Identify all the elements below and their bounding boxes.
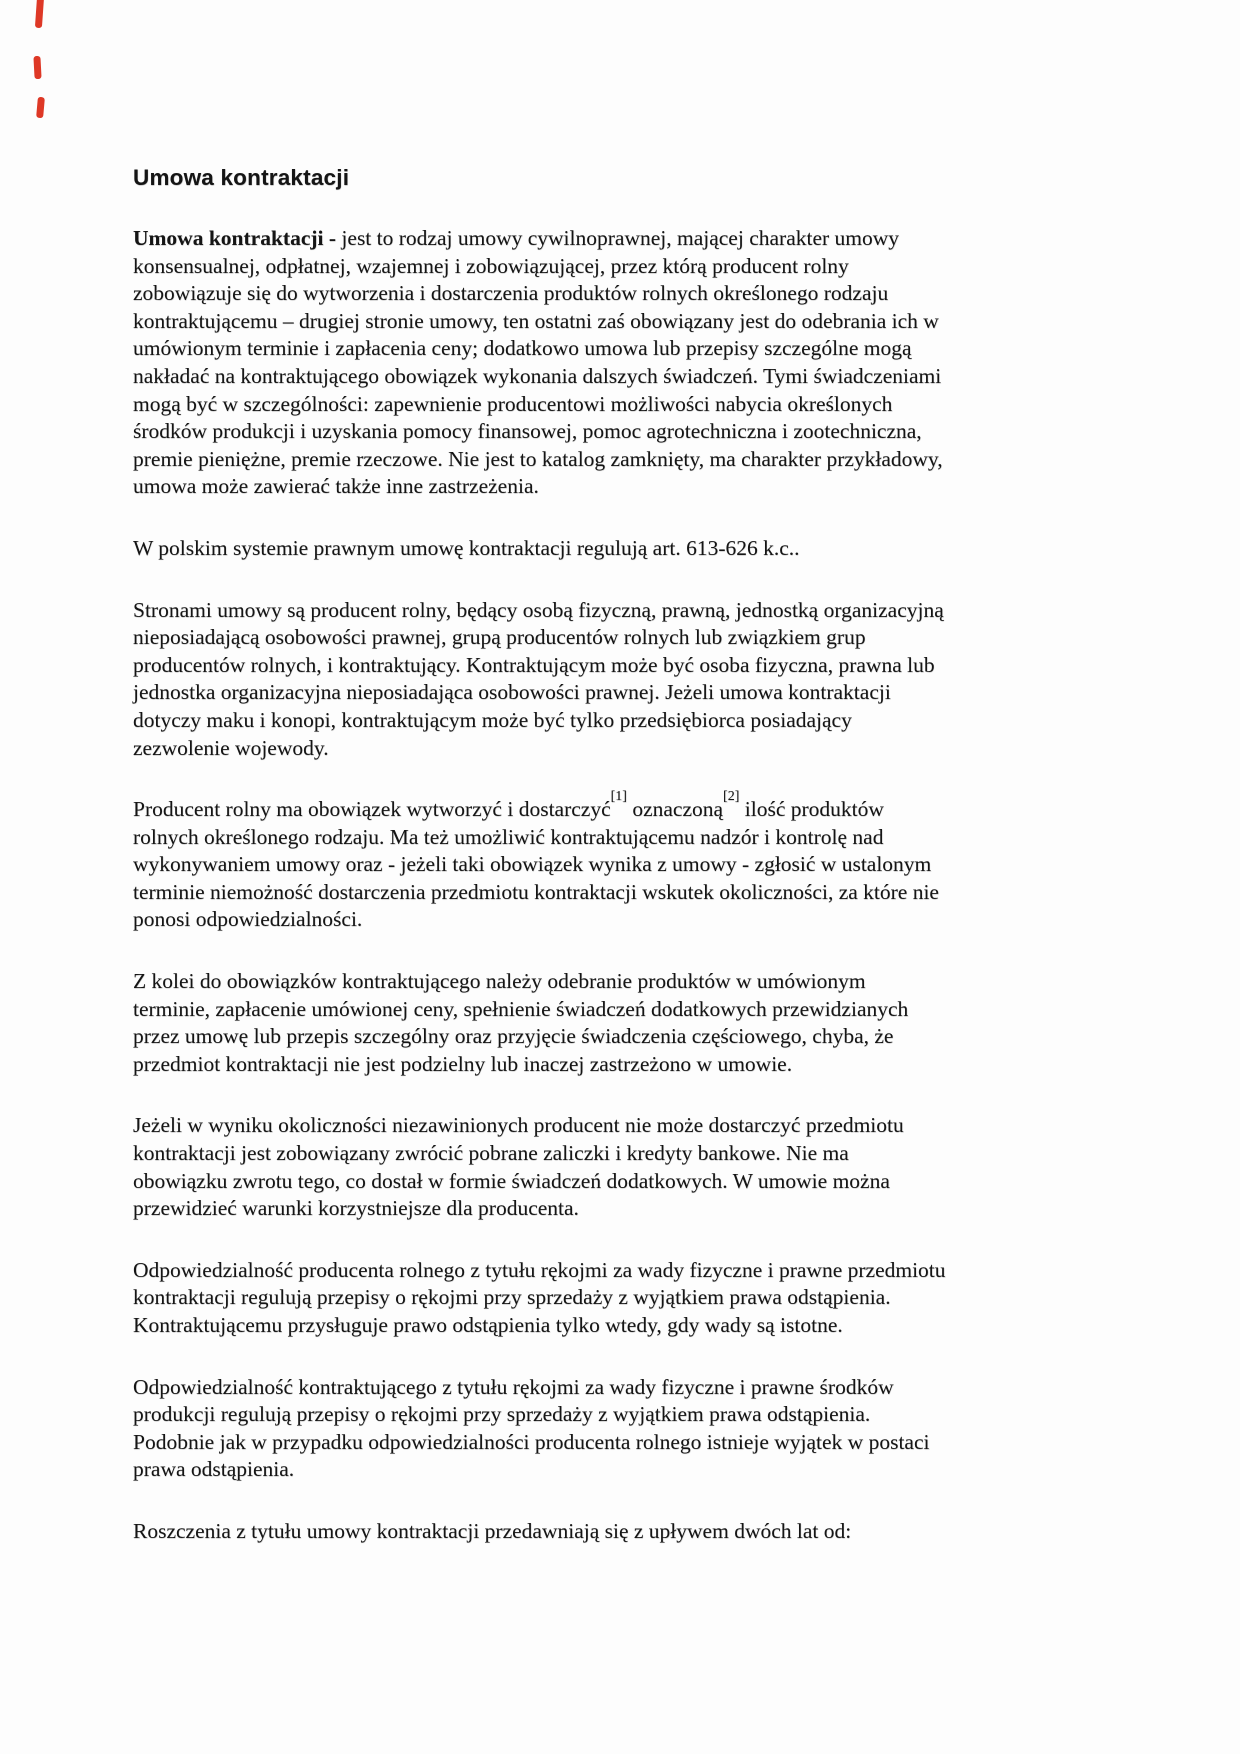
text-line: kontraktacji jest zobowiązany zwrócić pobrane zaliczki i kredyty bankowe. Nie ma [133,1141,849,1166]
paragraph [133,535,1143,563]
text-line: prawa odstąpienia. [133,1457,295,1482]
text-line: W polskim systemie prawnym umowę kontraktacji regulują art. 613-626 k.c.. [133,535,800,560]
scan-artifact-mark [33,56,41,79]
text-line: Stronami umowy są producent rolny, będący osobą fizyczną, prawną, jednostką organizacyjną [133,597,944,622]
text-line: dotyczy maku i konopi, kontraktującym może być tylko przedsiębiorca posiadający [133,707,852,732]
text-line: rolnych określonego rodzaju. Ma też umożliwić kontraktującemu nadzór i kontrolę nad [133,824,884,849]
text-line: Roszczenia z tytułu umowy kontraktacji przedawniają się z upływem dwóch lat od: [133,1518,852,1543]
text-line: środków produkcji i uzyskania pomocy finansowej, pomoc agrotechniczna i zootechniczna, [133,419,922,444]
text-line: Z kolei do obowiązków kontraktującego należy odebranie produktów w umówionym [133,969,866,994]
scan-artifact-mark [35,0,44,28]
text-line: przewidzieć warunki korzystniejsze dla producenta. [133,1196,579,1221]
paragraph [133,1112,1143,1222]
text-line: konsensualnej, odpłatnej, wzajemnej i zobowiązującej, przez którą producent rolny [133,253,849,278]
text-line: Jeżeli w wyniku okoliczności niezawinionych producent nie może dostarczyć przedmiotu [133,1113,904,1138]
text-line: kontraktującemu – drugiej stronie umowy, ten ostatni zaś obowiązany jest do odebrania ich w [133,308,939,333]
document-content [133,164,1143,1546]
scan-artifact-mark [36,97,45,119]
paragraph [133,968,1143,1078]
text-line: nieposiadającą osobowości prawnej, grupą producentów rolnych lub związkiem grup [133,625,866,650]
text-line: Podobnie jak w przypadku odpowiedzialności producenta rolnego istnieje wyjątek w postaci [133,1429,930,1454]
text-line: wykonywaniem umowy oraz - jeżeli taki obowiązek wynika z umowy - zgłosić w ustalonym [133,852,932,877]
text-line: producentów rolnych, i kontraktujący. Kontraktującym może być osoba fizyczna, prawna lub [133,652,935,677]
text-line: mogą być w szczególności: zapewnienie producentowi możliwości nabycia określonych [133,391,893,416]
text-line: umowa może zawierać także inne zastrzeżenia. [133,474,539,499]
paragraph [133,788,1143,934]
text-line: obowiązku zwrotu tego, co dostał w formie świadczeń dodatkowych. W umowie można [133,1168,890,1193]
page-title: Umowa kontraktacji [133,165,350,190]
text-line: premie pieniężne, premie rzeczowe. Nie jest to katalog zamknięty, ma charakter przykładowy, [133,446,943,471]
text-line: ponosi odpowiedzialności. [133,907,363,932]
paragraph [133,597,1143,763]
text-line: nakładać na kontraktującego obowiązek wykonania dalszych świadczeń. Tymi świadczeniami [133,363,942,388]
paragraph [133,1257,1143,1340]
text-line: zobowiązuje się do wytworzenia i dostarczenia produktów rolnych określonego rodzaju [133,281,889,306]
paragraph [133,1518,1143,1546]
footnote-reference: [2] [723,788,740,804]
text-line: kontraktacji regulują przepisy o rękojmi przy sprzedaży z wyjątkiem prawa odstąpienia. [133,1285,891,1310]
paragraph [133,225,1143,501]
footnote-reference: [1] [610,788,627,804]
text-line: zezwolenie wojewody. [133,735,329,760]
text-line: Odpowiedzialność kontraktującego z tytułu rękojmi za wady fizyczne i prawne środków [133,1374,894,1399]
text-line: przedmiot kontraktacji nie jest podzielny lub inaczej zastrzeżono w umowie. [133,1051,793,1076]
paragraph [133,1374,1143,1484]
text-line: umówionym terminie i zapłacenia ceny; dodatkowo umowa lub przepisy szczególne mogą [133,336,912,361]
text-line: produkcji regulują przepisy o rękojmi przy sprzedaży z wyjątkiem prawa odstąpienia. [133,1402,871,1427]
text-line: przez umowę lub przepis szczególny oraz przyjęcie świadczenia częściowego, chyba, że [133,1024,894,1049]
text-line: jednostka organizacyjna nieposiadająca osobowości prawnej. Jeżeli umowa kontraktacji [133,680,891,705]
text-line: Kontraktującemu przysługuje prawo odstąpienia tylko wtedy, gdy wady są istotne. [133,1313,843,1337]
text-line: terminie niemożność dostarczenia przedmiotu kontraktacji wskutek okoliczności, za które nie [133,879,939,904]
text-line: Odpowiedzialność producenta rolnego z tytułu rękojmi za wady fizyczne i prawne przedmiotu [133,1257,946,1282]
text-line: Umowa kontraktacji - jest to rodzaj umowy cywilnoprawnej, mającej charakter umowy [133,226,900,250]
text-line: terminie, zapłacenie umówionej ceny, spełnienie świadczeń dodatkowych przewidzianych [133,996,909,1021]
document-body [133,225,1143,1546]
text-line: Producent rolny ma obowiązek wytworzyć i dostarczyć[1] oznaczoną[2] ilość produktów [133,788,884,822]
